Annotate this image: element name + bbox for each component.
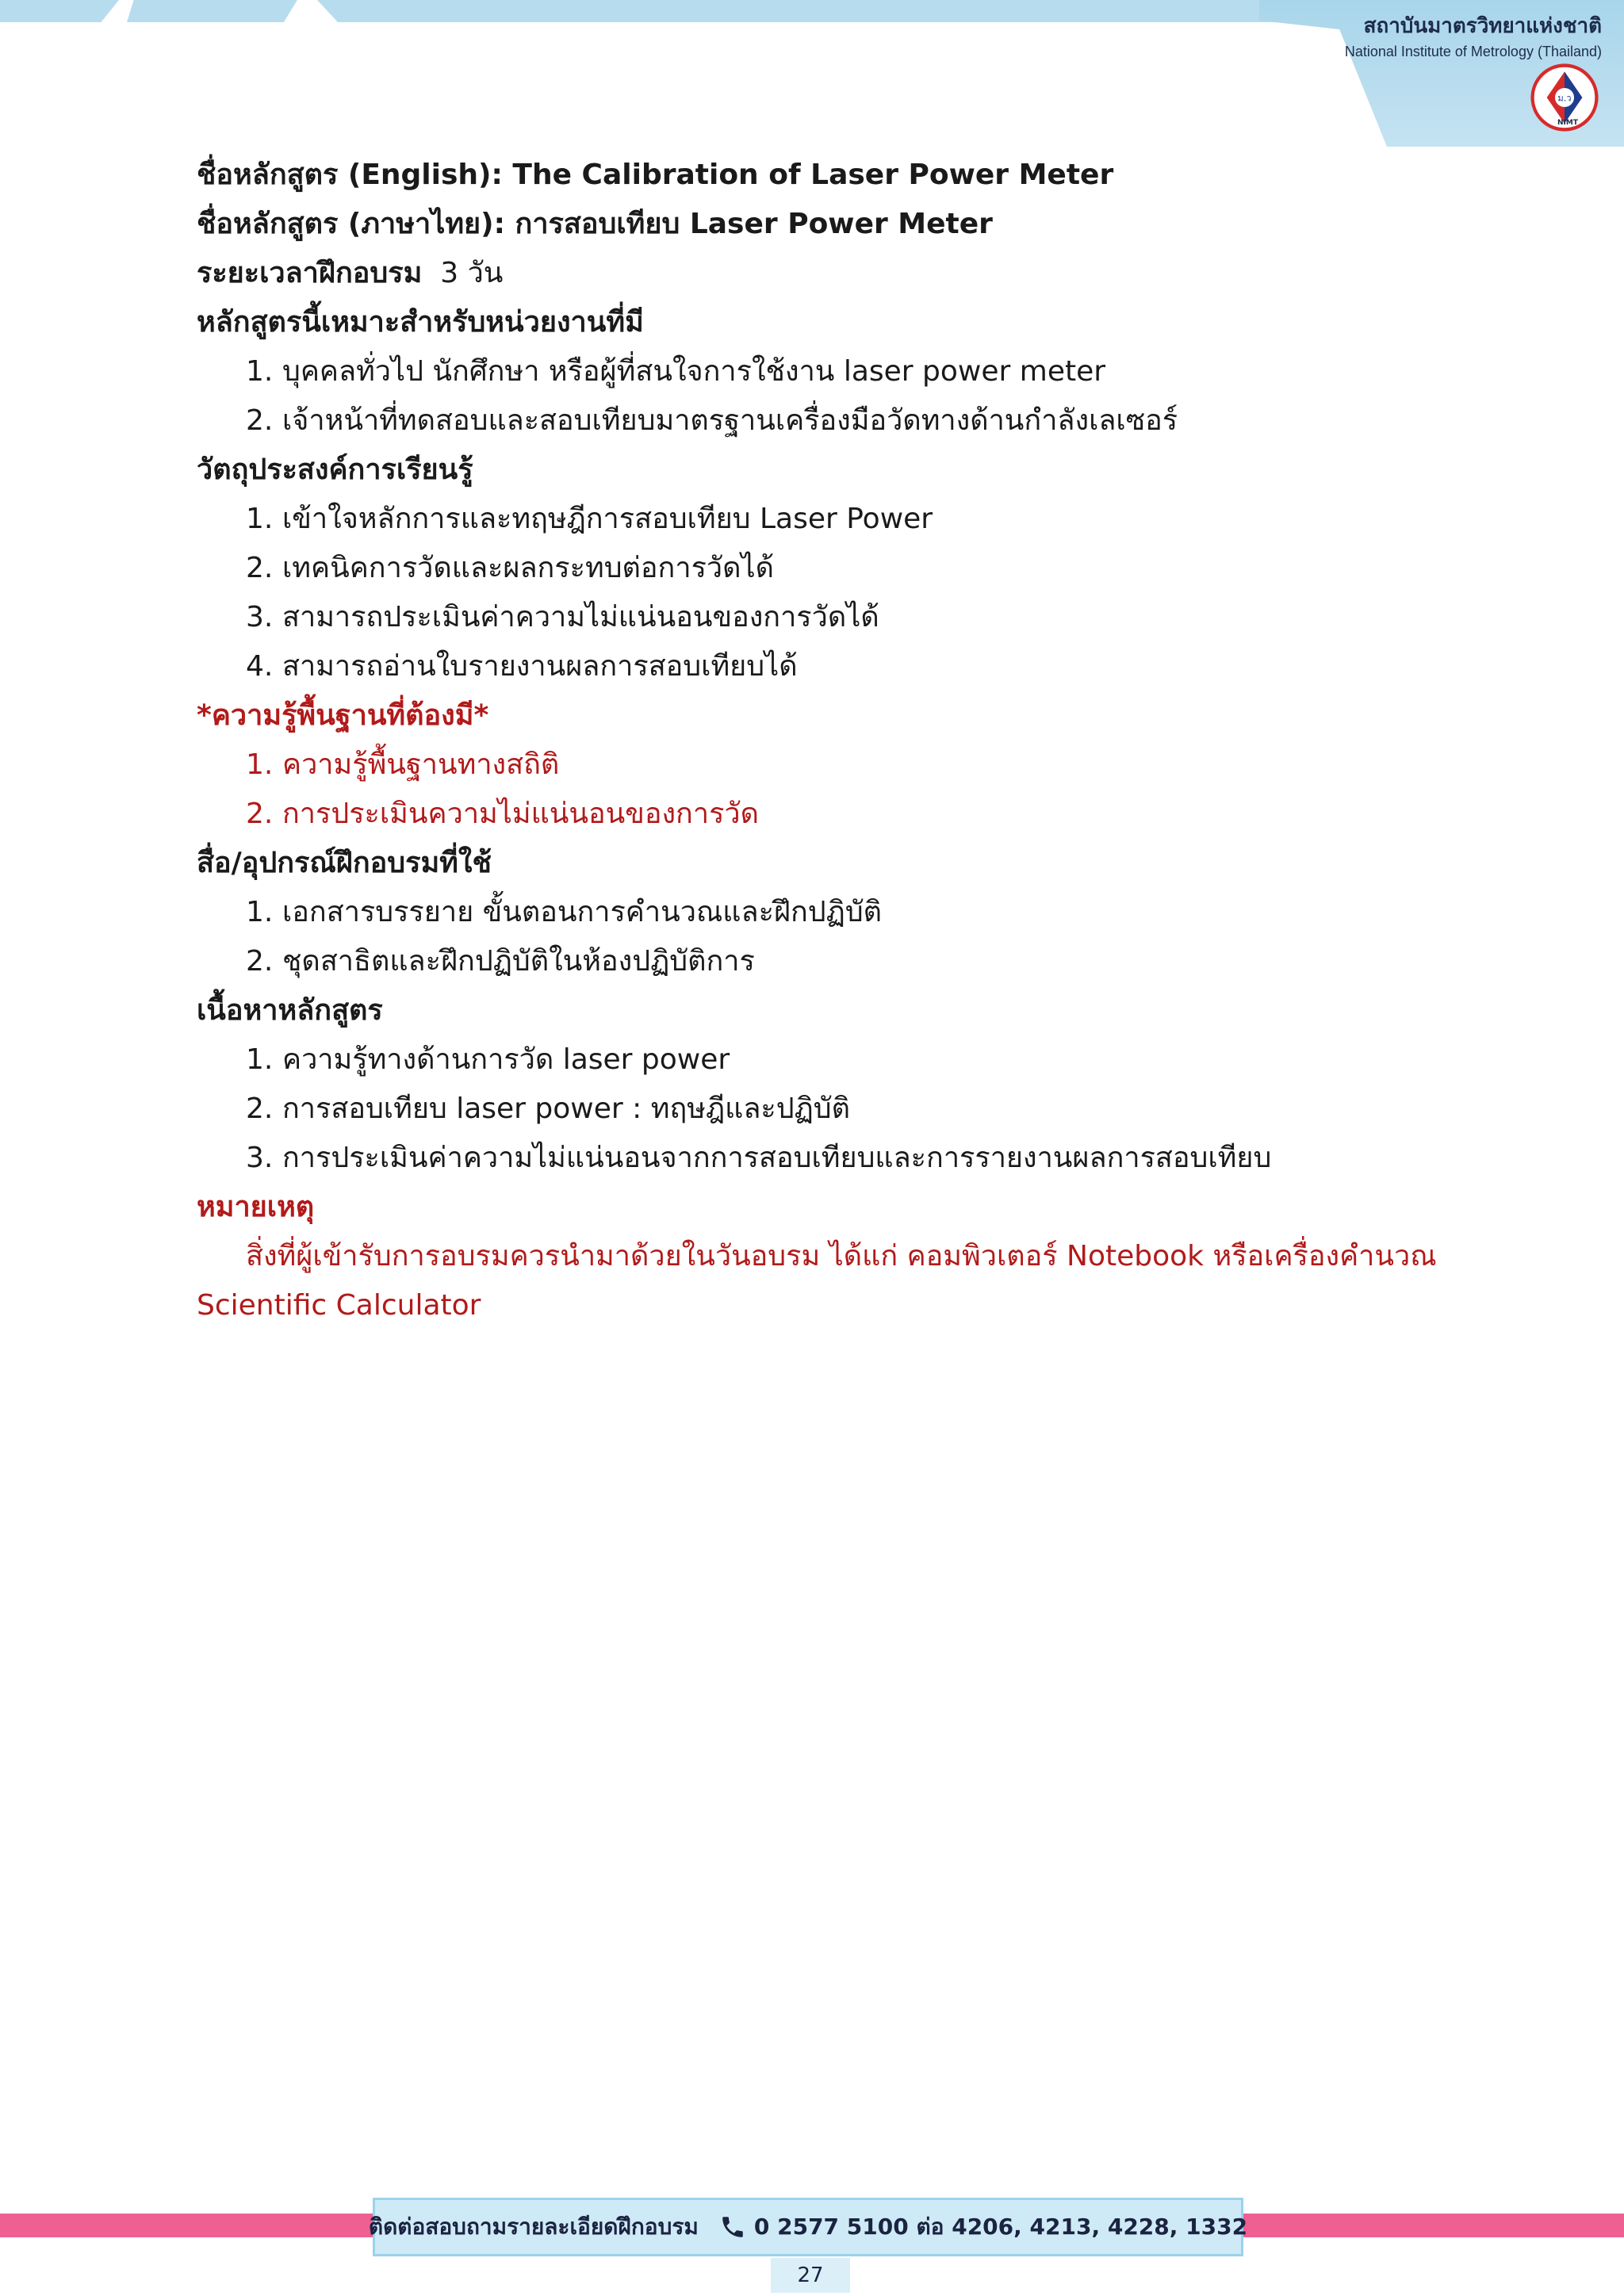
contact-phone: 0 2577 5100 ต่อ 4206, 4213, 4228, 1332 — [753, 2214, 1248, 2240]
org-name-en: National Institute of Metrology (Thailand) — [1344, 44, 1602, 59]
duration-value: 3 วัน — [440, 257, 504, 289]
course-name-en: ชื่อหลักสูตร (English): The Calibration of Laser Power Meter — [197, 159, 1114, 191]
header-org — [1345, 10, 1602, 60]
prereq-heading: *ความรู้พื้นฐานที่ต้องมี* — [197, 699, 489, 732]
list-item: 1. เข้าใจหลักการและทฤษฎีการสอบเทียบ Laser Power — [246, 503, 933, 535]
list-item: 2. เทคนิคการวัดและผลกระทบต่อการวัดได้ — [246, 552, 774, 584]
course-details — [197, 151, 1450, 1330]
list-item: 2. ชุดสาธิตและฝึกปฏิบัติในห้องปฏิบัติการ — [246, 945, 755, 978]
contact-box — [368, 2198, 1248, 2256]
content-heading: เนื้อหาหลักสูตร — [197, 994, 383, 1027]
duration-row — [197, 249, 1450, 298]
logo-mark: ม.ว — [1557, 93, 1572, 104]
list-item: 1. ความรู้ทางด้านการวัด laser power — [246, 1043, 730, 1076]
header-stripe — [127, 0, 297, 22]
header-stripe — [0, 0, 119, 22]
list-item: 1. ความรู้พื้นฐานทางสถิติ — [246, 748, 560, 781]
note-text: สิ่งที่ผู้เข้ารับการอบรมควรนำมาด้วยในวันอบรม ได้แก่ คอมพิวเตอร์ Notebook หรือเครื่องคำนวณ — [246, 1240, 1437, 1272]
audience-heading: หลักสูตรนี้เหมาะสำหรับหน่วยงานที่มี — [197, 306, 644, 339]
note-text-cont: Scientific Calculator — [197, 1289, 481, 1322]
course-name-th: ชื่อหลักสูตร (ภาษาไทย): การสอบเทียบ Laser Power Meter — [197, 208, 993, 240]
phone-icon — [719, 2214, 746, 2241]
objectives-heading: วัตถุประสงค์การเรียนรู้ — [197, 453, 473, 486]
header-stripe — [317, 0, 1348, 22]
list-item: 3. การประเมินค่าความไม่แน่นอนจากการสอบเทียบและการรายงานผลการสอบเทียบ — [246, 1142, 1272, 1174]
note-heading: หมายเหตุ — [197, 1191, 315, 1223]
materials-heading: สื่อ/อุปกรณ์ฝึกอบรมที่ใช้ — [197, 847, 492, 879]
contact-label: ติดต่อสอบถามรายละเอียดฝึกอบรม — [368, 2214, 699, 2240]
list-item: 2. การประเมินความไม่แน่นอนของการวัด — [246, 798, 759, 830]
list-item: 1. บุคคลทั่วไป นักศึกษา หรือผู้ที่สนใจการใช้งาน laser power meter — [246, 355, 1106, 388]
list-item: 2. การสอบเทียบ laser power : ทฤษฎีและปฏิบัติ — [246, 1093, 850, 1125]
logo-caption: NIMT — [1557, 119, 1578, 127]
org-name-th: สถาบันมาตรวิทยาแห่งชาติ — [1363, 14, 1602, 38]
list-item: 4. สามารถอ่านใบรายงานผลการสอบเทียบได้ — [246, 650, 798, 683]
page-number: 27 — [771, 2258, 850, 2293]
list-item: 3. สามารถประเมินค่าความไม่แน่นอนของการวัดได้ — [246, 601, 879, 633]
list-item: 1. เอกสารบรรยาย ขั้นตอนการคำนวณและฝึกปฏิบัติ — [246, 896, 883, 928]
duration-label: ระยะเวลาฝึกอบรม — [197, 257, 423, 289]
list-item: 2. เจ้าหน้าที่ทดสอบและสอบเทียบมาตรฐานเครื่องมือวัดทางด้านกำลังเลเซอร์ — [246, 404, 1178, 437]
